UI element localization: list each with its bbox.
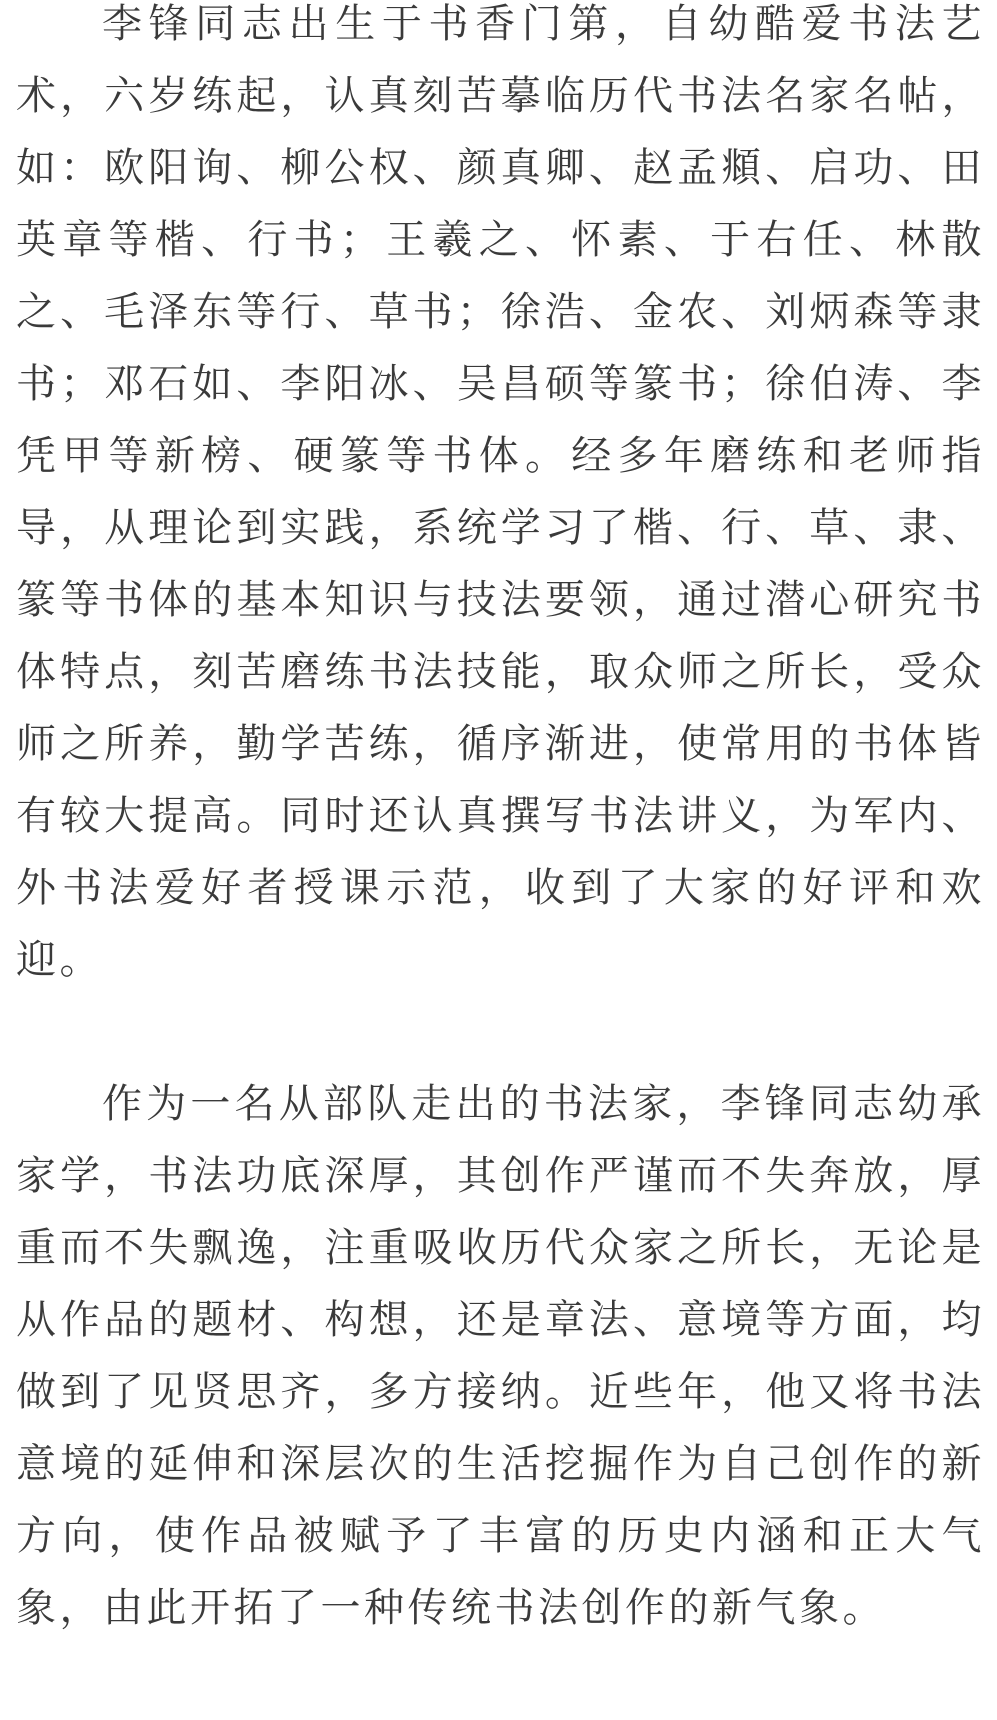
paragraph-calligraphy-style: 作为一名从部队走出的书法家，李锋同志幼承家学，书法功底深厚，其创作严谨而不失奔放，厚重而不失飘逸，注重吸收历代众家之所长，无论是从作品的题材、构想，还是章法、意境等方面，均做到了见贤思齐，多方接纳。近些年，他又将书法意境的延伸和深层次的生活挖掘作为自己创作的新方向，使作品被赋予了丰富的历史内涵和正大气象，由此开拓了一种传统书法创作的新气象。 xyxy=(16,1081,985,1631)
paragraph-calligraphy-training: 李锋同志出生于书香门第，自幼酷爱书法艺术，六岁练起，认真刻苦摹临历代书法名家名帖，如：欧阳询、柳公权、颜真卿、赵孟頫、启功、田英章等楷、行书；王羲之、怀素、于右任、林散之、毛泽东等行、草书；徐浩、金农、刘炳森等隶书；邓石如、李阳冰、吴昌硕等篆书；徐伯涛、李凭甲等新榜、硬篆等书体。经多年磨练和老师指导，从理论到实践，系统学习了楷、行、草、隶、篆等书体的基本知识与技法要领，通过潜心研究书体特点，刻苦磨练书法技能，取众师之所长，受众师之所养，勤学苦练，循序渐进，使常用的书体皆有较大提高。同时还认真撰写书法讲义，为军内、外书法爱好者授课示范，收到了大家的好评和欢迎。 xyxy=(16,1,985,983)
paragraph-spacer xyxy=(16,996,985,1068)
